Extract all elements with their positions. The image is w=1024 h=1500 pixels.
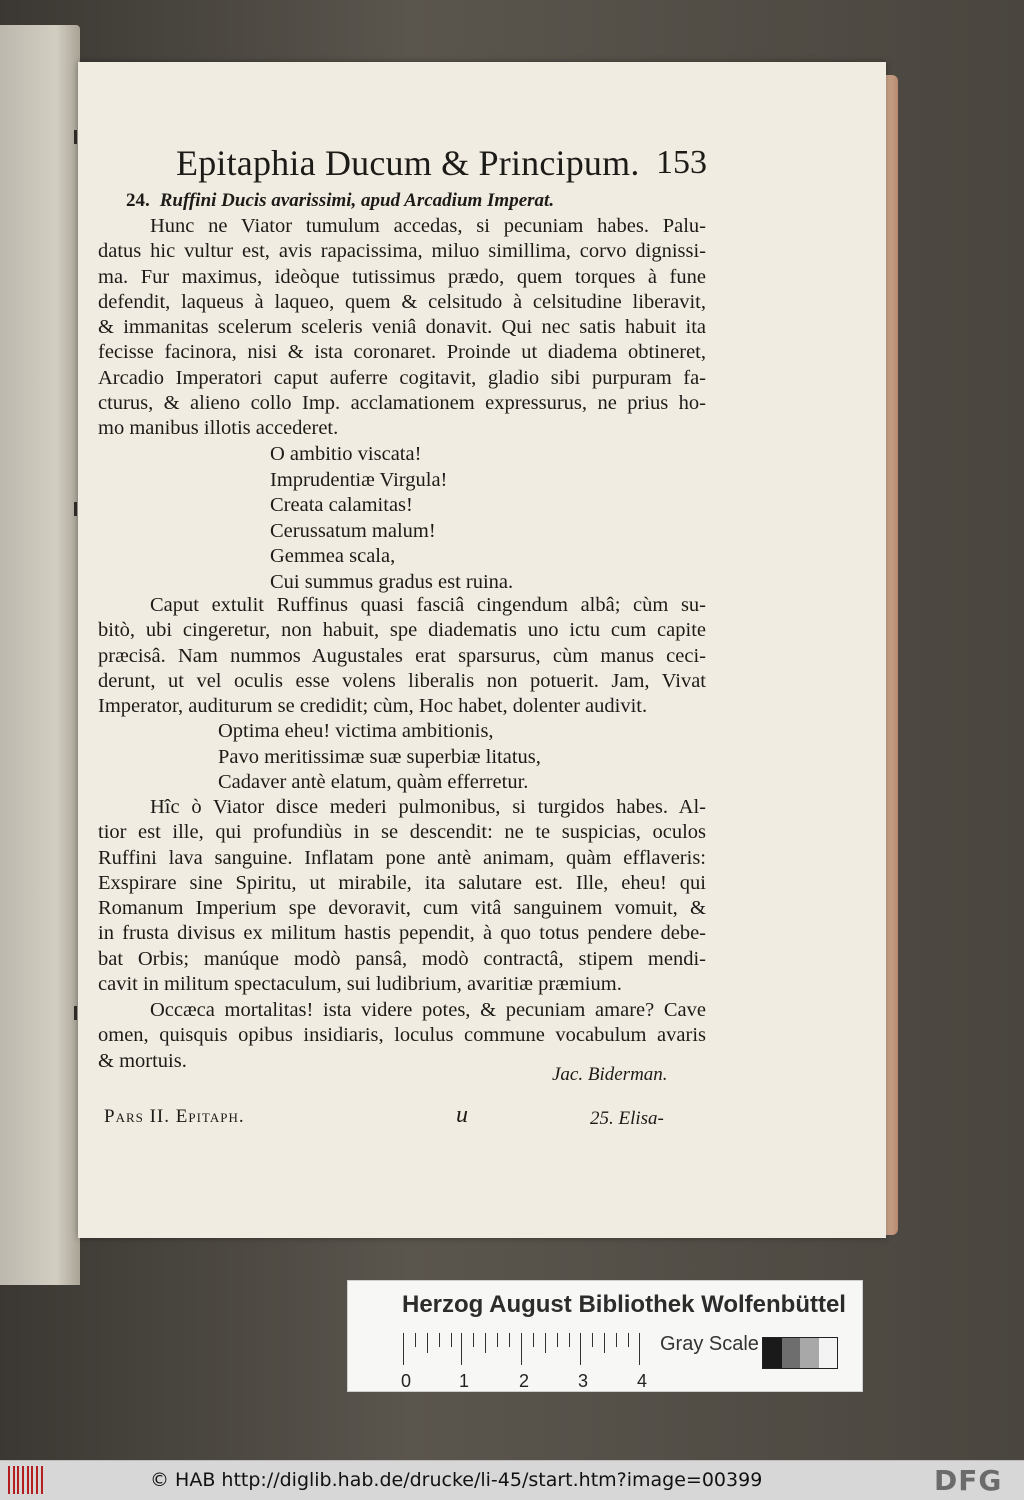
gutter-mark [74, 130, 77, 144]
article-number: 24. [126, 190, 150, 211]
scale-label: 3 [577, 1371, 589, 1391]
verse-1 [270, 442, 513, 595]
text-line: defendit, laqueus à laqueo, quem & celsitudo à celsitudine liberavit, [98, 290, 706, 313]
ruler-tick [604, 1333, 605, 1353]
gutter-mark [74, 1006, 77, 1020]
ruler-tick [427, 1333, 428, 1353]
page-number: 153 [656, 144, 707, 181]
text-line: in frusta divisus ex militum hastis pependit, à quo totus pendere debe- [98, 922, 706, 945]
grayscale-label: Gray Scale [660, 1333, 759, 1355]
text-line: cavit in militum spectaculum, sui ludibrium, avaritiæ præmium. [98, 973, 622, 996]
scale-label: 2 [518, 1371, 530, 1391]
scale-label: 0 [400, 1371, 412, 1391]
ruler-tick [521, 1333, 522, 1365]
ruler-tick [557, 1333, 558, 1347]
text-line: & immanitas scelerum sceleris veniâ donavit. Qui nec satis habuit ita [98, 316, 706, 339]
verse-line: Cui summus gradus est ruina. [270, 570, 514, 593]
source-credit-link[interactable]: © HAB http://diglib.hab.de/drucke/li-45/start.htm?image=00399 [150, 1469, 763, 1491]
ruler-tick [569, 1333, 570, 1347]
text-line: Romanum Imperium spe devoravit, cum vitâ sanguinem vomuit, & [98, 897, 706, 920]
text-line: datus hic vultur est, avis rapacissima, miluo simillima, corvo dignissi- [98, 240, 706, 263]
paragraph-3 [98, 795, 706, 997]
ruler-tick [497, 1333, 498, 1347]
text-line: derunt, ut vel oculis esse volens liberalis non potuerit. Jam, Vivat [98, 669, 706, 692]
ruler-tick [616, 1333, 617, 1347]
paragraph-1 [98, 214, 706, 442]
verse-line: O ambitio viscata! [270, 443, 422, 465]
grayscale-swatch [800, 1338, 819, 1368]
grayscale-swatch [819, 1338, 838, 1368]
verse-line: Optima eheu! victima ambitionis, [218, 720, 494, 742]
hab-barcode-logo-icon [8, 1466, 44, 1494]
ruler-tick [639, 1333, 640, 1365]
ruler-tick [415, 1333, 416, 1347]
institution-name: Herzog August Bibliothek Wolfenbüttel [402, 1291, 846, 1318]
grayscale-swatch [782, 1338, 801, 1368]
verse-line: Pavo meritissimæ suæ superbiæ litatus, [218, 745, 541, 768]
verse-2 [218, 719, 541, 796]
paragraph-4 [98, 998, 706, 1074]
ruler-tick [439, 1333, 440, 1347]
text-line: Arcadio Imperatori caput auferre cogitavit, gladio sibi purpuram fa- [98, 366, 706, 389]
gutter-mark [74, 502, 77, 516]
scale-label: 4 [636, 1371, 648, 1391]
scale-label: 1 [458, 1371, 470, 1391]
text-line: Ruffini lava sanguine. Inflatam pone antè animam, quàm efflaveris: [98, 846, 706, 869]
ruler-tick [451, 1333, 452, 1347]
ruler-tick [580, 1333, 581, 1365]
footer-signature-mark: u [456, 1102, 468, 1128]
text-line: Hîc ò Viator disce mederi pulmonibus, si turgidos habes. Al- [150, 796, 706, 818]
article-heading [126, 190, 554, 212]
verse-line: Gemmea scala, [270, 545, 396, 567]
ruler-tick [473, 1333, 474, 1347]
verse-line: Cerussatum malum! [270, 519, 436, 542]
text-line: & mortuis. [98, 1049, 187, 1072]
grayscale-swatches [762, 1337, 838, 1369]
viewer-footer-bar [0, 1460, 1024, 1500]
text-line: omen, quisquis opibus insidiaris, loculus commune vocabulum avaris [98, 1024, 706, 1047]
text-line: præcisâ. Nam nummos Augustales erat sparsurus, cùm manus ceci- [98, 644, 706, 667]
text-line: mo manibus illotis accederet. [98, 417, 339, 440]
dfg-logo: DFG [934, 1464, 1003, 1497]
verse-line: Cadaver antè elatum, quàm efferretur. [218, 771, 529, 793]
ruler-tick [545, 1333, 546, 1353]
ruler-tick [403, 1333, 404, 1365]
running-head: Epitaphia Ducum & Principum. [176, 143, 640, 183]
book-page [78, 62, 886, 1238]
verse-line: Imprudentiæ Virgula! [270, 468, 448, 491]
ruler-tick [533, 1333, 534, 1347]
calibration-card [347, 1280, 863, 1392]
previous-page-edge [0, 25, 80, 1285]
text-line: Caput extulit Ruffinus quasi fasciâ cingendum albâ; cùm su- [150, 594, 706, 616]
verse-line: Creata calamitas! [270, 494, 413, 516]
article-title: Ruffini Ducis avarissimi, apud Arcadium Imperat. [159, 190, 555, 211]
text-line: Occæca mortalitas! ista videre potes, & pecuniam amare? Cave [150, 999, 706, 1021]
scale-ruler [400, 1333, 648, 1391]
text-line: Imperator, auditurum se credidit; cùm, Hoc habet, dolenter audivit. [98, 695, 648, 718]
author-signature: Jac. Biderman. [552, 1064, 668, 1085]
text-line: Hunc ne Viator tumulum accedas, si pecuniam habes. Palu- [150, 215, 706, 237]
text-line: fecisse facinora, nisi & ista coronaret. Proinde ut diadema obtineret, [98, 341, 706, 364]
footer-catchword: 25. Elisa- [590, 1108, 664, 1129]
paragraph-2 [98, 593, 706, 719]
ruler-tick [592, 1333, 593, 1347]
text-line: cturus, & alieno collo Imp. acclamationem expressurus, ne prius ho- [98, 392, 706, 415]
text-line: ma. Fur maximus, ideòque tutissimus prædo, quem torques à fune [98, 265, 706, 288]
text-line: bat Orbis; manúque modò pansâ, modò contractâ, stipem mendi- [98, 947, 706, 970]
ruler-tick [485, 1333, 486, 1353]
text-line: Exspirare sine Spiritu, ut mirabile, ita salutare est. Ille, eheu! qui [98, 871, 706, 894]
ruler-tick [509, 1333, 510, 1347]
ruler-tick [461, 1333, 462, 1365]
text-line: bitò, ubi cingeretur, non habuit, spe diadematis uno ictu cum capite [98, 619, 706, 642]
footer-part-label: Pars II. Epitaph. [104, 1106, 245, 1127]
text-line: tior est ille, qui profundiùs in se descendit: ne te suspicias, oculos [98, 821, 706, 844]
ruler-tick [628, 1333, 629, 1347]
grayscale-swatch [763, 1338, 782, 1368]
